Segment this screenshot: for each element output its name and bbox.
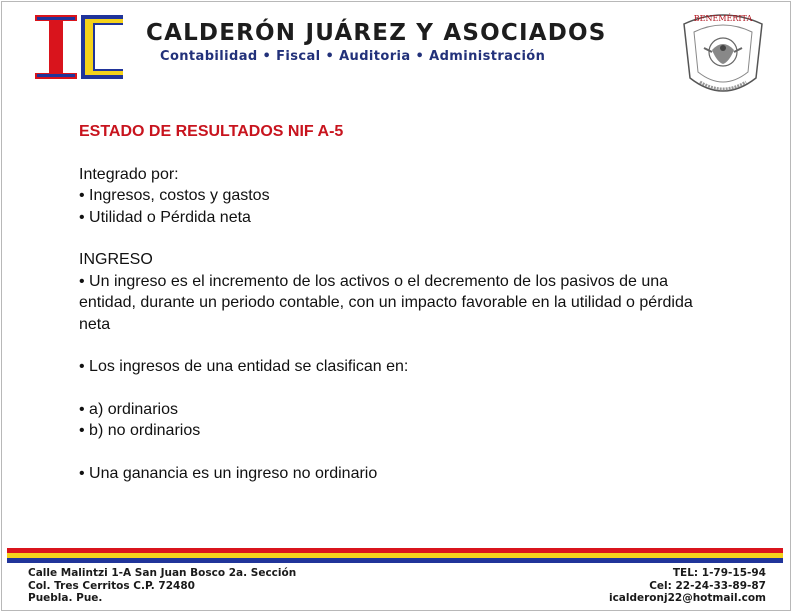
clasificacion-section xyxy=(79,356,719,378)
integrado-intro: Integrado por: xyxy=(79,165,179,183)
firm-tagline: Contabilidad • Fiscal • Auditoria • Administración xyxy=(160,49,546,64)
university-seal-icon xyxy=(674,8,772,103)
tipo-item: • b) no ordinarios xyxy=(79,422,201,439)
firm-name: CALDERÓN JUÁREZ Y ASOCIADOS xyxy=(146,20,607,46)
phone-line: TEL: 1-79-15-94 xyxy=(672,567,766,579)
ingreso-heading: INGRESO xyxy=(79,251,153,268)
footer-address xyxy=(28,567,296,605)
seal-text: BENEMÉRITA xyxy=(693,14,753,23)
page-title: ESTADO DE RESULTADOS NIF A-5 xyxy=(79,123,344,140)
address-line: Col. Tres Cerritos C.P. 72480 xyxy=(28,579,195,592)
tipos-section xyxy=(79,399,719,442)
clasificacion-text: • Los ingresos de una entidad se clasifican en: xyxy=(79,358,409,375)
footer-contact xyxy=(609,567,766,605)
cell-line: Cel: 22-24-33-89-87 xyxy=(649,579,766,592)
integrado-item: • Ingresos, costos y gastos xyxy=(79,187,270,204)
integrado-item: • Utilidad o Pérdida neta xyxy=(79,208,251,226)
address-line: Puebla. Pue. xyxy=(28,592,103,604)
ingreso-definition: • Un ingreso es el incremento de los activos o el decremento de los pasivos de una entidad, durante un periodo contable, con un impacto favorable en la utilidad o pérdida neta xyxy=(79,272,693,333)
ingreso-section xyxy=(79,249,719,335)
footer-stripe-blue xyxy=(7,558,783,563)
ganancia-text: • Una ganancia es un ingreso no ordinario xyxy=(79,464,378,482)
tipo-item: • a) ordinarios xyxy=(79,400,178,418)
firm-logo-icon xyxy=(35,15,123,79)
ganancia-section xyxy=(79,463,719,485)
main-content xyxy=(79,121,719,505)
address-line: Calle Malintzi 1-A San Juan Bosco 2a. Sección xyxy=(28,567,297,579)
integrado-section xyxy=(79,164,719,229)
email-link[interactable]: icalderonj22@hotmail.com xyxy=(608,592,766,604)
